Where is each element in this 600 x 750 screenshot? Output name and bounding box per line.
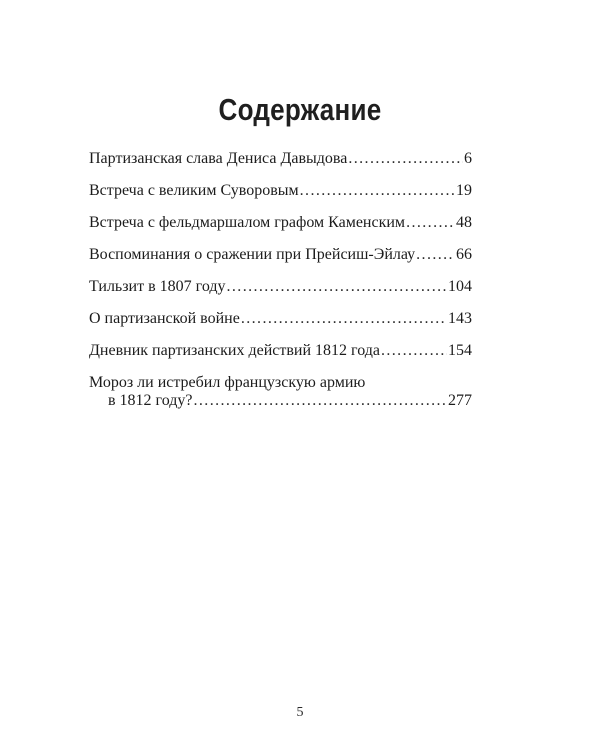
toc-leader-dots (416, 246, 455, 264)
toc-leader-dots (348, 150, 463, 168)
toc-entry-title: Дневник партизанских действий 1812 года (89, 342, 380, 359)
toc-entry-title: Партизанская слава Дениса Давыдова (89, 150, 348, 167)
toc-entry-title-line2: в 1812 году? (108, 392, 193, 409)
toc-entry-title-line1: Мороз ли истребил французскую армию (89, 374, 366, 391)
toc-entry-title: Тильзит в 1807 году (89, 278, 226, 295)
toc-entry (89, 310, 472, 328)
toc-entry-page: 104 (448, 278, 472, 295)
toc-entry-page: 19 (456, 182, 472, 199)
toc-entry-title: О партизанской войне (89, 310, 240, 327)
toc-entry-page: 277 (448, 392, 472, 409)
toc-entry-page: 66 (456, 246, 472, 263)
toc-entry (89, 150, 472, 168)
table-of-contents (89, 150, 472, 424)
toc-entry-page: 143 (448, 310, 472, 327)
toc-entry (89, 246, 472, 264)
toc-entry (89, 214, 472, 232)
toc-entry-page: 6 (464, 150, 472, 167)
toc-leader-dots (241, 310, 447, 328)
toc-entry-title: Встреча с фельдмаршалом графом Каменским (89, 214, 406, 231)
toc-entry (89, 342, 472, 360)
toc-entry-title: Воспоминания о сражении при Прейсиш-Эйлау (89, 246, 416, 263)
toc-leader-dots (227, 278, 448, 296)
toc-entry-page: 154 (448, 342, 472, 359)
toc-entry (89, 182, 472, 200)
toc-leader-dots (300, 182, 455, 200)
page-number: 5 (296, 705, 304, 720)
toc-entry (89, 374, 472, 410)
toc-leader-dots (194, 392, 448, 410)
toc-leader-dots (406, 214, 455, 232)
toc-entry-title: Встреча с великим Суворовым (89, 182, 299, 199)
toc-leader-dots (381, 342, 447, 360)
toc-entry-page: 48 (456, 214, 472, 231)
toc-entry (89, 278, 472, 296)
page-title: Содержание (218, 92, 382, 127)
